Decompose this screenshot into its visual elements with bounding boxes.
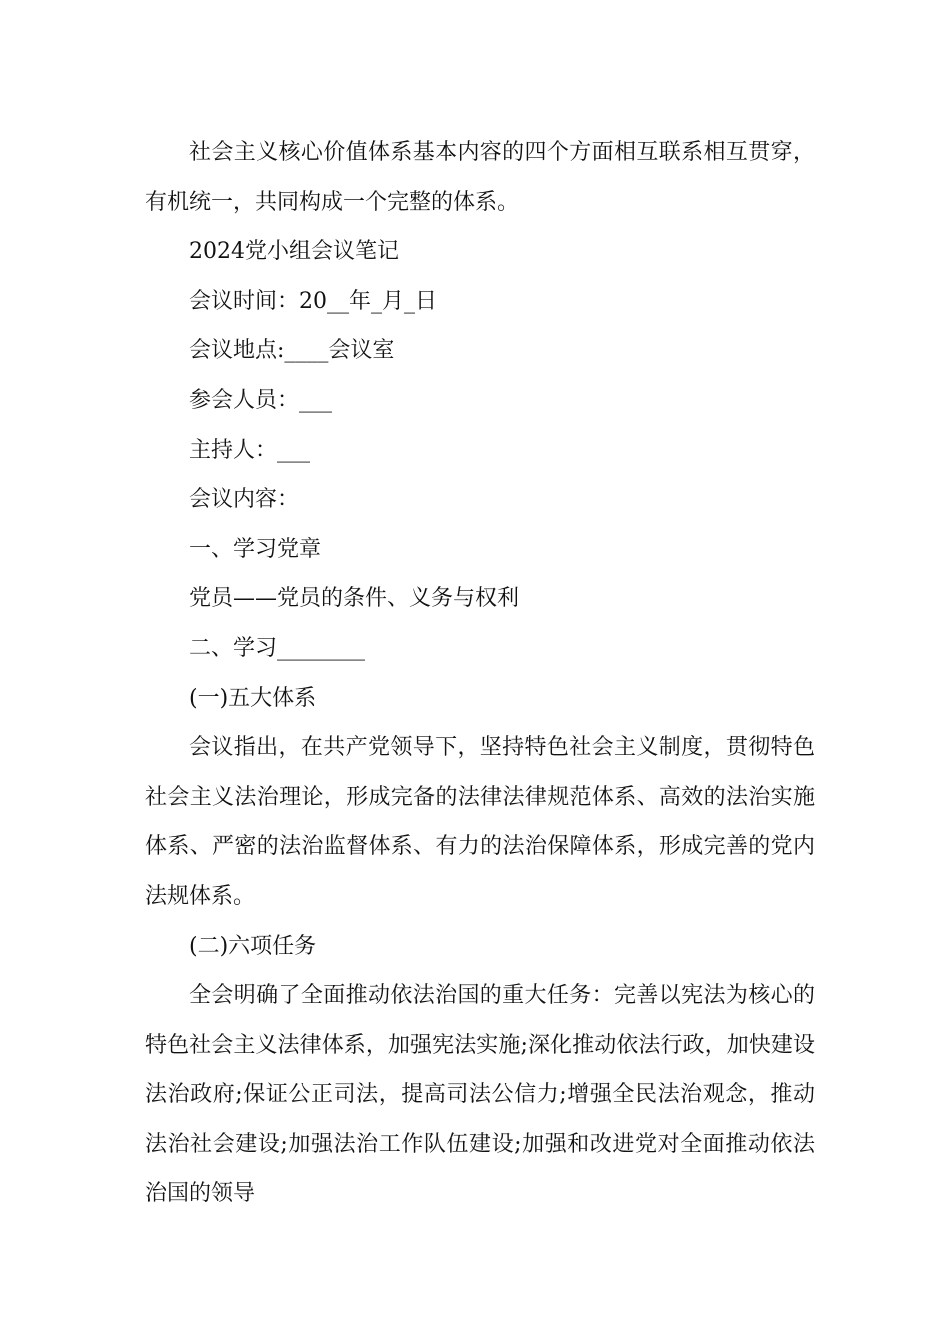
section-heading-1: 一、学习党章 xyxy=(189,536,322,562)
paragraph-core-values: 社会主义核心价值体系基本内容的四个方面相互联系相互贯穿，有机统一，共同构成一个完整的体系。 xyxy=(145,140,815,215)
section-1-item: 党员——党员的条件、义务与权利 xyxy=(189,586,520,612)
meeting-attendees: 参会人员：___ xyxy=(189,387,333,413)
subsection-heading-2: (二)六项任务 xyxy=(189,933,317,959)
meeting-content-heading: 会议内容： xyxy=(189,487,300,513)
meeting-notes-title: 2024党小组会议笔记 xyxy=(189,239,399,265)
section-heading-2: 二、学习________ xyxy=(189,635,366,661)
meeting-host: 主持人：___ xyxy=(189,437,311,463)
meeting-location: 会议地点:____会议室 xyxy=(189,338,395,364)
subsection-heading-1: (一)五大体系 xyxy=(189,685,317,711)
document-body xyxy=(145,128,815,1219)
meeting-time: 会议时间：20__年_月_日 xyxy=(189,288,437,314)
paragraph-five-systems: 会议指出，在共产党领导下，坚持特色社会主义制度，贯彻特色社会主义法治理论，形成完备的法律法律规范体系、高效的法治实施体系、严密的法治监督体系、有力的法治保障体系，形成完善的党内法规体系。 xyxy=(145,735,815,909)
paragraph-six-tasks: 全会明确了全面推动依法治国的重大任务：完善以宪法为核心的特色社会主义法律体系，加强宪法实施;深化推动依法行政，加快建设法治政府;保证公正司法，提高司法公信力;增强全民法治观念，推动法治社会建设;加强法治工作队伍建设;加强和改进党对全面推动依法治国的领导 xyxy=(145,983,815,1207)
